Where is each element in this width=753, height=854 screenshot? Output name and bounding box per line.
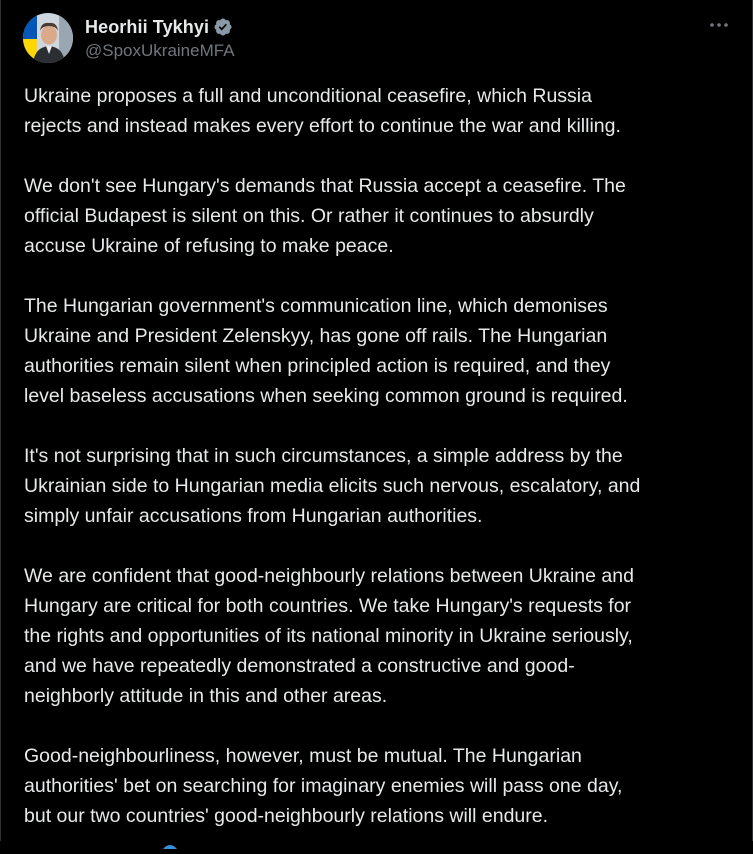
tweet-text (24, 81, 739, 831)
name-row (85, 15, 235, 39)
avatar[interactable] (23, 13, 73, 63)
tweet-paragraph: Good-neighbourliness, however, must be mutual. The Hungarian authorities' bet on searching for imaginary enemies will pass one day, but our two countries' good-neighbourly relations will endure. (24, 745, 623, 827)
verified-badge-icon[interactable] (213, 17, 233, 37)
tweet-paragraph: We don't see Hungary's demands that Russia accept a ceasefire. The official Budapest is silent on this. Or rather it continues to absurdly accuse Ukraine of refusing to make peace. (24, 175, 626, 257)
tweet-paragraph: The Hungarian government's communication line, which demonises Ukraine and President Zelenskyy, has gone off rails. The Hungarian authorities remain silent when principled action is required, and they level baseless accusations when seeking common ground is required. (24, 295, 628, 407)
tweet-paragraph: We are confident that good-neighbourly relations between Ukraine and Hungary are critical for both countries. We take Hungary's requests for the rights and opportunities of its national minority in Ukraine seriously, and we have repeatedly demonstrated a constructive and good- neighborly attitude in this and other areas. (24, 565, 634, 707)
user-handle[interactable]: @SpoxUkraineMFA (85, 41, 235, 60)
tweet-paragraph: It's not surprising that in such circumstances, a simple address by the Ukrainian side to Hungarian media elicits such nervous, escalatory, and simply unfair accusations from Hungarian authorities. (24, 445, 641, 527)
tweet-header (23, 12, 235, 64)
name-block (85, 15, 235, 61)
emoji-peek-icon (161, 836, 179, 844)
more-options-icon[interactable] (706, 14, 732, 36)
avatar-portrait-icon (23, 13, 73, 63)
tweet-paragraph: Ukraine proposes a full and unconditional ceasefire, which Russia rejects and instead makes every effort to continue the war and killing. (24, 85, 621, 137)
display-name[interactable]: Heorhii Tykhyi (85, 16, 210, 37)
